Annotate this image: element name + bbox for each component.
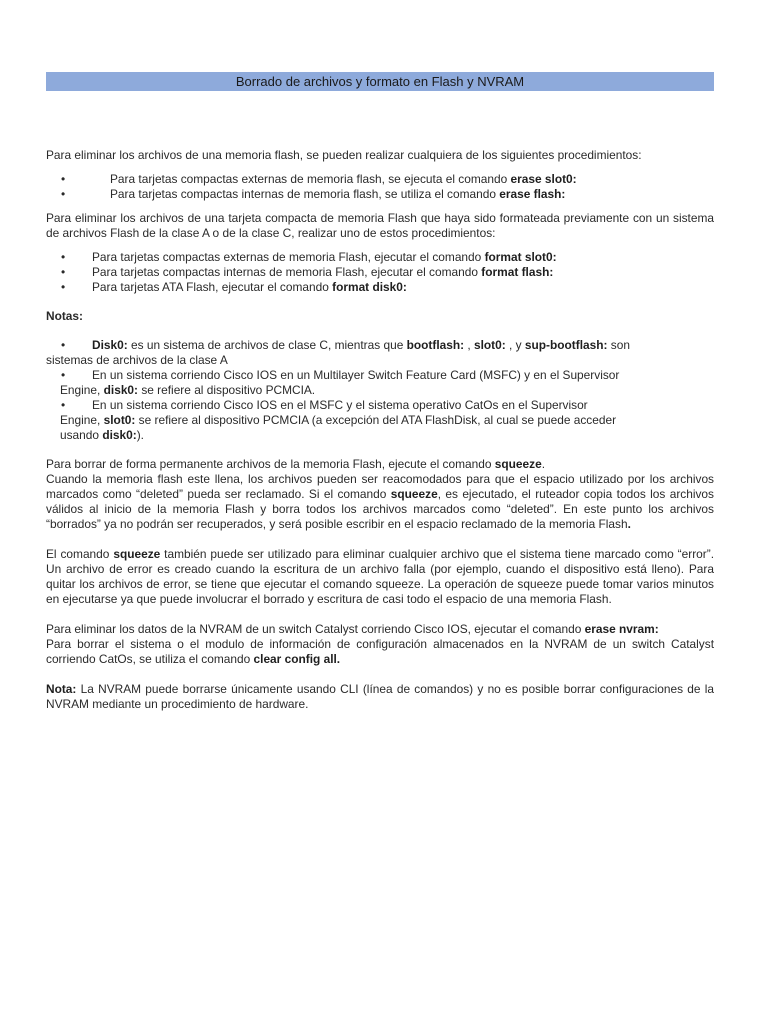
bullet-icon: • xyxy=(61,265,66,279)
nvram-catos-paragraph: Para borrar el sistema o el modulo de información de configuración almacenados en la NVRAM de un switch Catalyst corriendo CatOs, se utiliza el comando clear config all. xyxy=(46,637,714,666)
note-item: • Disk0: es un sistema de archivos de clase C, mientras que bootflash: , slot0: , y sup-bootflash: son sistemas de archivos de la clase A xyxy=(46,338,630,367)
bullet-icon: • xyxy=(61,338,66,352)
nvram-ios-paragraph: Para eliminar los datos de la NVRAM de un switch Catalyst corriendo Cisco IOS, ejecutar el comando erase nvram: xyxy=(46,622,659,636)
note-item: • En un sistema corriendo Cisco IOS en un Multilayer Switch Feature Card (MSFC) y en el Supervisor Engine, disk0: se refiere al dispositivo PCMCIA. xyxy=(46,368,714,398)
bullet-icon: • xyxy=(61,368,66,382)
format-intro-paragraph: Para eliminar los archivos de una tarjeta compacta de memoria Flash que haya sido formateada previamente con un sistema de archivos Flash de la clase A o de la clase C, realizar uno de estos procedimientos: xyxy=(46,211,714,240)
intro-paragraph: Para eliminar los archivos de una memoria flash, se pueden realizar cualquiera de los siguientes procedimientos: xyxy=(46,148,642,162)
note-item: • En un sistema corriendo Cisco IOS en el MSFC y el sistema operativo CatOs en el Supervisor Engine, slot0: se refiere al dispositivo PCMCIA (a excepción del ATA FlashDisk, al cual se puede acceder usando disk0:). xyxy=(46,398,714,443)
bullet-icon: • xyxy=(61,280,66,294)
list-item: • Para tarjetas compactas internas de memoria Flash, ejecutar el comando format flash: xyxy=(61,265,554,279)
bullet-icon: • xyxy=(61,187,66,201)
list-item: • Para tarjetas ATA Flash, ejecutar el comando format disk0: xyxy=(61,280,407,294)
list-item: • Para tarjetas compactas externas de memoria flash, se ejecuta el comando erase slot0: xyxy=(61,172,577,186)
document-page xyxy=(46,72,714,712)
squeeze-intro: Para borrar de forma permanente archivos de la memoria Flash, ejecute el comando squeeze. xyxy=(46,457,546,471)
list-item: • Para tarjetas compactas internas de memoria flash, se utiliza el comando erase flash: xyxy=(61,187,566,201)
squeeze-error-paragraph: El comando squeeze también puede ser utilizado para eliminar cualquier archivo que el sistema tiene marcado como “error”. Un archivo de error es creado cuando la escritura de un archivo falla (por ejemplo, cuando el dispositivo está lleno). Para quitar los archivos de error, se tiene que ejecutar el comando squeeze. La operación de squeeze puede tomar varios minutos en ejecutarse ya que puede involucrar el borrado y escritura de casi todo el espacio de una memoria Flash. xyxy=(46,547,714,606)
bullet-icon: • xyxy=(61,398,66,412)
bullet-icon: • xyxy=(61,172,66,186)
list-item: • Para tarjetas compactas externas de memoria Flash, ejecutar el comando format slot0: xyxy=(61,250,557,264)
final-note-paragraph: Nota: La NVRAM puede borrarse únicamente usando CLI (línea de comandos) y no es posible borrar configuraciones de la NVRAM mediante un procedimiento de hardware. xyxy=(46,682,714,711)
document-title: Borrado de archivos y formato en Flash y NVRAM xyxy=(46,72,714,91)
notes-heading: Notas: xyxy=(46,309,83,323)
format-list xyxy=(46,250,714,295)
squeeze-paragraph: Cuando la memoria flash este llena, los archivos pueden ser reacomodados para que el espacio utilizado por los archivos marcados como “deleted” pueda ser reclamado. Si el comando squeeze, es ejecutado, el ruteador copia todos los archivos válidos al inicio de la memoria Flash y borra todos los archivos marcados como “deleted”. En este punto los archivos “borrados” ya no podrán ser recuperados, y será posible escribir en el espacio reclamado de la memoria Flash. xyxy=(46,472,714,531)
bullet-icon: • xyxy=(61,250,66,264)
erase-list xyxy=(46,172,714,202)
